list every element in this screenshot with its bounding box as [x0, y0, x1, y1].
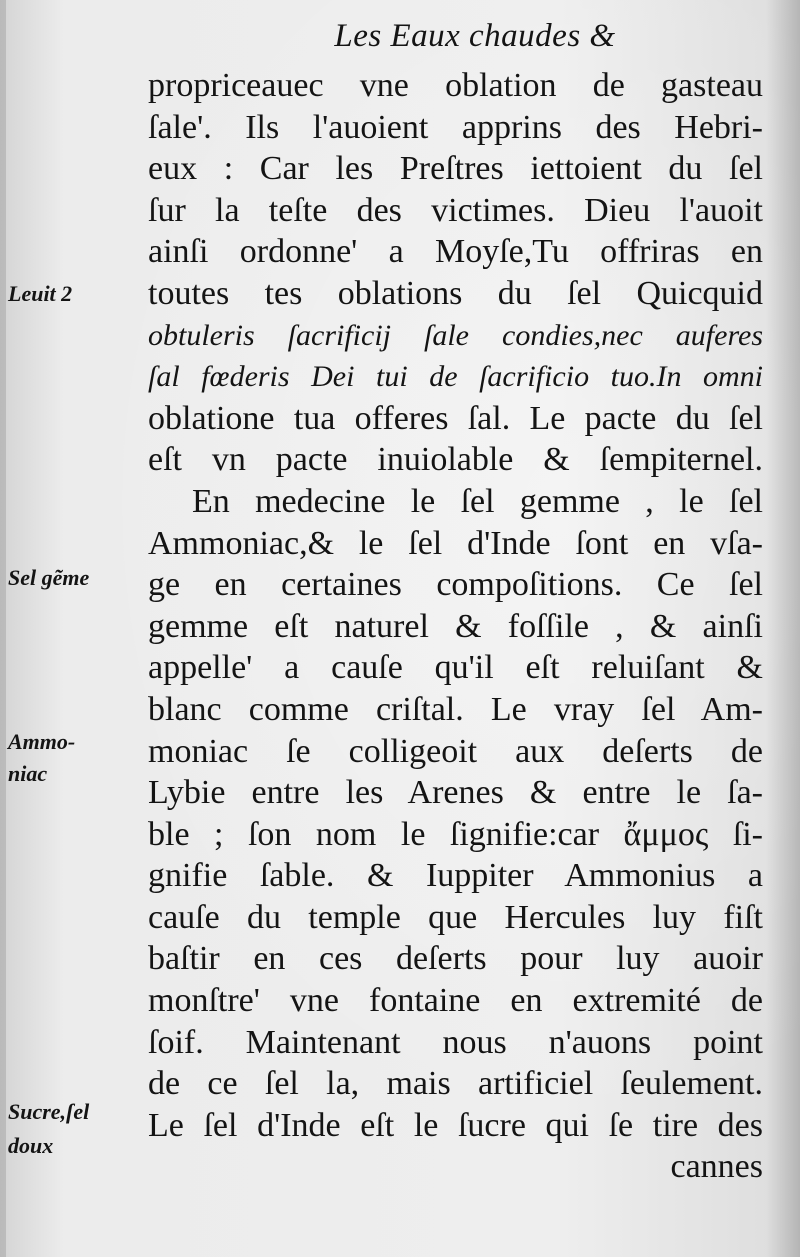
- page-left-edge: [0, 0, 6, 1257]
- text-line: monſtre' vne fontaine en extremité de: [148, 982, 763, 1020]
- text-line: ſoif. Maintenant nous n'auons point: [148, 1023, 763, 1061]
- text-line: appelle' a cauſe qu'il eſt reluiſant &: [148, 649, 763, 687]
- margin-note-sel-gemme: Sel gẽme: [8, 565, 90, 590]
- text-line: Ammoniac,& le ſel d'Inde ſont en vſa-: [148, 524, 763, 562]
- catchword: cannes: [670, 1148, 763, 1186]
- text-line: ſale'. Ils l'auoient apprins des Hebri-: [148, 108, 763, 146]
- margin-note-leuit: Leuit 2: [8, 281, 73, 306]
- text-line: ge en certaines compoſitions. Ce ſel: [148, 566, 763, 604]
- text-line: baſtir en ces deſerts pour luy auoir: [148, 940, 763, 978]
- margin-note-doux: doux: [8, 1133, 54, 1158]
- paragraph-start-line: En medecine le ſel gemme , le ſel: [192, 482, 763, 520]
- page-gutter-shadow: [766, 0, 800, 1257]
- body-text: [148, 65, 763, 1188]
- text-line: Le ſel d'Inde eſt le ſucre qui ſe tire des: [148, 1106, 763, 1144]
- text-line: cauſe du temple que Hercules luy fiſt: [148, 898, 763, 936]
- text-line: de ce ſel la, mais artificiel ſeulement.: [148, 1065, 763, 1103]
- text-line: ſur la teſte des victimes. Dieu l'auoit: [148, 191, 763, 229]
- text-line-latin: ſal fœderis Dei tui de ſacrificio tuo.In omni: [148, 360, 763, 394]
- text-line: eſt vn pacte inuiolable & ſempiternel.: [148, 441, 763, 479]
- text-line: gnifie ſable. & Iuppiter Ammonius a: [148, 857, 763, 895]
- text-line: moniac ſe colligeoit aux deſerts de: [148, 732, 763, 770]
- text-line: eux : Car les Preſtres iettoient du ſel: [148, 150, 763, 188]
- text-line: gemme eſt naturel & foſſile , & ainſi: [148, 607, 763, 645]
- text-line-latin: obtuleris ſacrificij ſale condies,nec auferes: [148, 318, 763, 352]
- text-line: ble ; ſon nom le ſignifie:car ἄμμος ſi-: [148, 815, 763, 853]
- text-line: Lybie entre les Arenes & entre le ſa-: [148, 774, 763, 812]
- margin-note-ammoniac-cont: niac: [8, 761, 48, 786]
- text-line: blanc comme criſtal. Le vray ſel Am-: [148, 690, 763, 728]
- text-line: ainſi ordonne' a Moyſe,Tu offriras en: [148, 233, 763, 271]
- text-line: propriceauec vne oblation de gasteau: [148, 67, 763, 104]
- margin-note-ammoniac: Ammo-: [8, 729, 76, 754]
- text-line: oblatione tua offeres ſal. Le pacte du ſel: [148, 399, 763, 437]
- running-head: Les Eaux chaudes &: [334, 18, 616, 54]
- text-line: toutes tes oblations du ſel Quicquid: [148, 274, 763, 312]
- margin-note-sucre: Sucre,ſel: [8, 1099, 90, 1124]
